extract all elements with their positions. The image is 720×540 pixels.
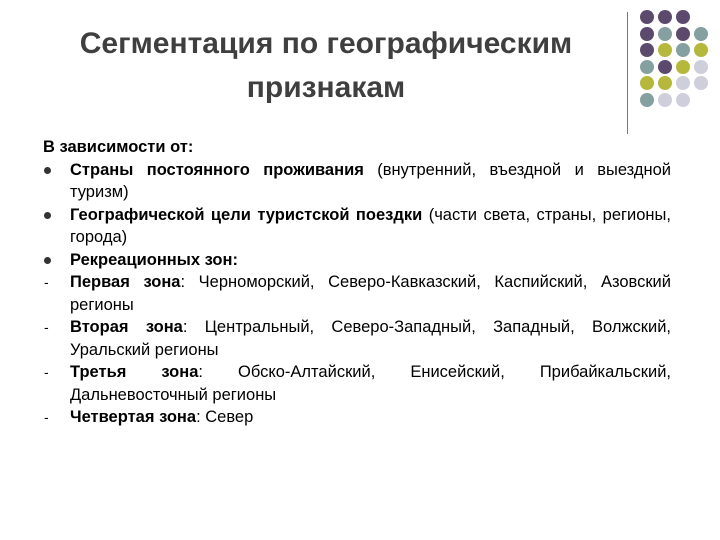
item-text: : Обско-Алтайский, Енисейский, Прибайкальский, Дальневосточный регионы	[70, 363, 672, 404]
item-text: (внутренний, въездной и выездной туризм)	[70, 160, 671, 201]
decorative-divider	[627, 12, 628, 134]
decorative-dot	[676, 93, 690, 107]
decorative-dot	[640, 43, 654, 57]
title-line-2: признакам	[246, 71, 406, 104]
decorative-dot	[640, 109, 654, 123]
decorative-dot	[694, 109, 708, 123]
slide-title	[30, 22, 622, 110]
decorative-dot	[676, 27, 690, 41]
decorative-dot	[694, 76, 708, 90]
item-label: Первая зона	[70, 273, 181, 291]
item-text: : Черноморский, Северо-Кавказский, Каспийский, Азовский регионы	[70, 273, 671, 314]
list-item	[43, 406, 671, 429]
dash-marker: -	[44, 409, 49, 425]
item-text: : Север	[196, 408, 254, 426]
list-item	[43, 249, 671, 272]
decorative-dot	[658, 43, 672, 57]
decorative-dot	[694, 43, 708, 57]
decorative-dot	[658, 93, 672, 107]
decorative-dot	[694, 93, 708, 107]
list-item	[43, 204, 671, 249]
dash-marker: -	[44, 364, 49, 380]
decorative-dot	[676, 76, 690, 90]
decorative-dot	[640, 76, 654, 90]
decorative-dot	[676, 60, 690, 74]
decorative-dot	[640, 27, 654, 41]
decorative-dot	[658, 60, 672, 74]
intro-text: В зависимости от:	[43, 138, 194, 156]
item-label: Четвертая зона	[70, 408, 197, 426]
decorative-dot	[694, 10, 708, 24]
decorative-dot	[658, 109, 672, 123]
decorative-dot	[640, 10, 654, 24]
decorative-dot	[658, 76, 672, 90]
decorative-dot	[658, 10, 672, 24]
decorative-dot	[676, 43, 690, 57]
slide-body	[43, 136, 671, 429]
decorative-dot	[694, 27, 708, 41]
item-text: (части света, страны, регионы, города)	[70, 205, 671, 246]
title-line-1: Сегментация по географическим	[79, 27, 573, 60]
decorative-dot	[694, 60, 708, 74]
item-label: Третья зона	[70, 363, 199, 381]
dash-marker: -	[44, 319, 49, 335]
item-label: Страны постоянного проживания	[70, 160, 364, 179]
list-item	[43, 316, 671, 361]
decorative-dot	[640, 93, 654, 107]
item-label: Географической цели туристской поездки	[70, 205, 423, 224]
decorative-dot-grid	[640, 10, 708, 123]
item-label: Рекреационных зон:	[70, 250, 238, 269]
decorative-dot	[640, 60, 654, 74]
item-label: Вторая зона	[70, 318, 183, 336]
list-item	[43, 361, 671, 406]
dash-marker: -	[44, 274, 49, 290]
decorative-dot	[676, 10, 690, 24]
segmentation-list	[43, 159, 671, 429]
item-text: : Центральный, Северо-Западный, Западный, Волжский, Уральский регионы	[70, 318, 671, 359]
list-item	[43, 159, 671, 204]
list-item	[43, 271, 671, 316]
decorative-dot	[658, 27, 672, 41]
decorative-dot	[676, 109, 690, 123]
